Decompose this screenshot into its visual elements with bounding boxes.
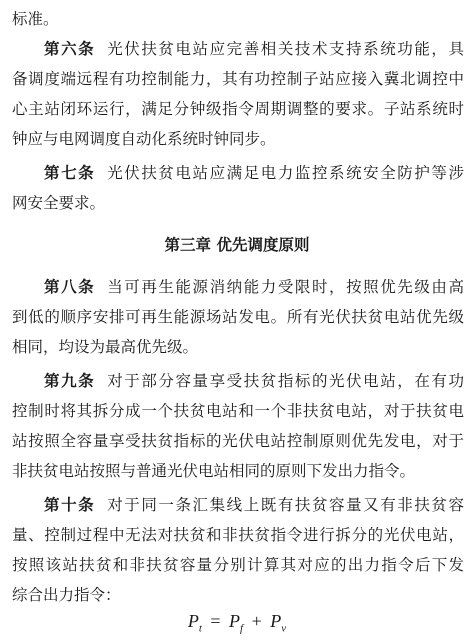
text-line: 对于同一条汇集线上既有扶贫容量又有非扶贫容 (107, 496, 464, 514)
article-six-heading: 第六条 (44, 40, 96, 58)
article-seven-first-line (44, 158, 464, 188)
formula-plus: + (251, 611, 262, 631)
article-eight-first-line (44, 272, 464, 302)
text-line: 标准。 (12, 10, 59, 28)
formula-term-1-subscript: f (240, 622, 244, 635)
text-line: 到低的顺序安排可再生能源场站发电。所有光伏扶贫电站优先级 (12, 308, 464, 326)
formula-lhs-subscript: t (198, 622, 202, 635)
text-line: 综合出力指令： (12, 586, 121, 604)
article-seven-heading: 第七条 (44, 164, 96, 182)
text-line: 按照该站扶贫和非扶贫容量分别计算其对应的出力指令后下发 (12, 556, 464, 574)
formula-equals: = (210, 611, 221, 631)
article-six-first-line (44, 34, 464, 64)
text-line: 光伏扶贫电站应完善相关技术支持系统功能，具 (107, 40, 464, 58)
article-nine-first-line (44, 366, 464, 396)
text-line: 网安全要求。 (12, 194, 106, 212)
text-line: 量、控制过程中无法对扶贫和非扶贫指令进行拆分的光伏电站， (12, 526, 464, 544)
chapter-title: 第三章 优先调度原则 (164, 236, 310, 254)
text-line: 备调度端远程有功控制能力，其有功控制子站应接入冀北调控中 (12, 70, 464, 88)
article-ten-heading: 第十条 (44, 496, 96, 514)
text-line: 控制时将其拆分成一个扶贫电站和一个非扶贫电站，对于扶贫电 (12, 402, 464, 420)
text-line: 相同，均设为最高优先级。 (12, 338, 199, 356)
article-nine-heading: 第九条 (44, 372, 96, 390)
formula-lhs: P (187, 611, 199, 631)
text-line: 对于部分容量享受扶贫指标的光伏电站，在有功 (107, 372, 464, 390)
text-line: 心主站闭环运行，满足分钟级指令周期调整的要求。子站系统时 (12, 100, 464, 118)
article-eight-heading: 第八条 (44, 278, 96, 296)
text-line: 站按照全容量享受扶贫指标的光伏电站控制原则优先发电，对于 (12, 432, 464, 450)
text-line: 当可再生能源消纳能力受限时，按照优先级由高 (107, 278, 464, 296)
formula-term-2: P (270, 611, 282, 631)
text-line: 非扶贫电站按照与普通光伏电站相同的原则下发出力指令。 (12, 462, 416, 480)
text-line: 光伏扶贫电站应满足电力监控系统安全防护等涉 (107, 164, 464, 182)
formula-term-1: P (229, 611, 241, 631)
article-ten-first-line (44, 490, 464, 520)
formula-term-2-subscript: v (281, 622, 287, 635)
output-formula (0, 606, 474, 636)
text-line: 钟应与电网调度自动化系统时钟同步。 (12, 130, 276, 148)
